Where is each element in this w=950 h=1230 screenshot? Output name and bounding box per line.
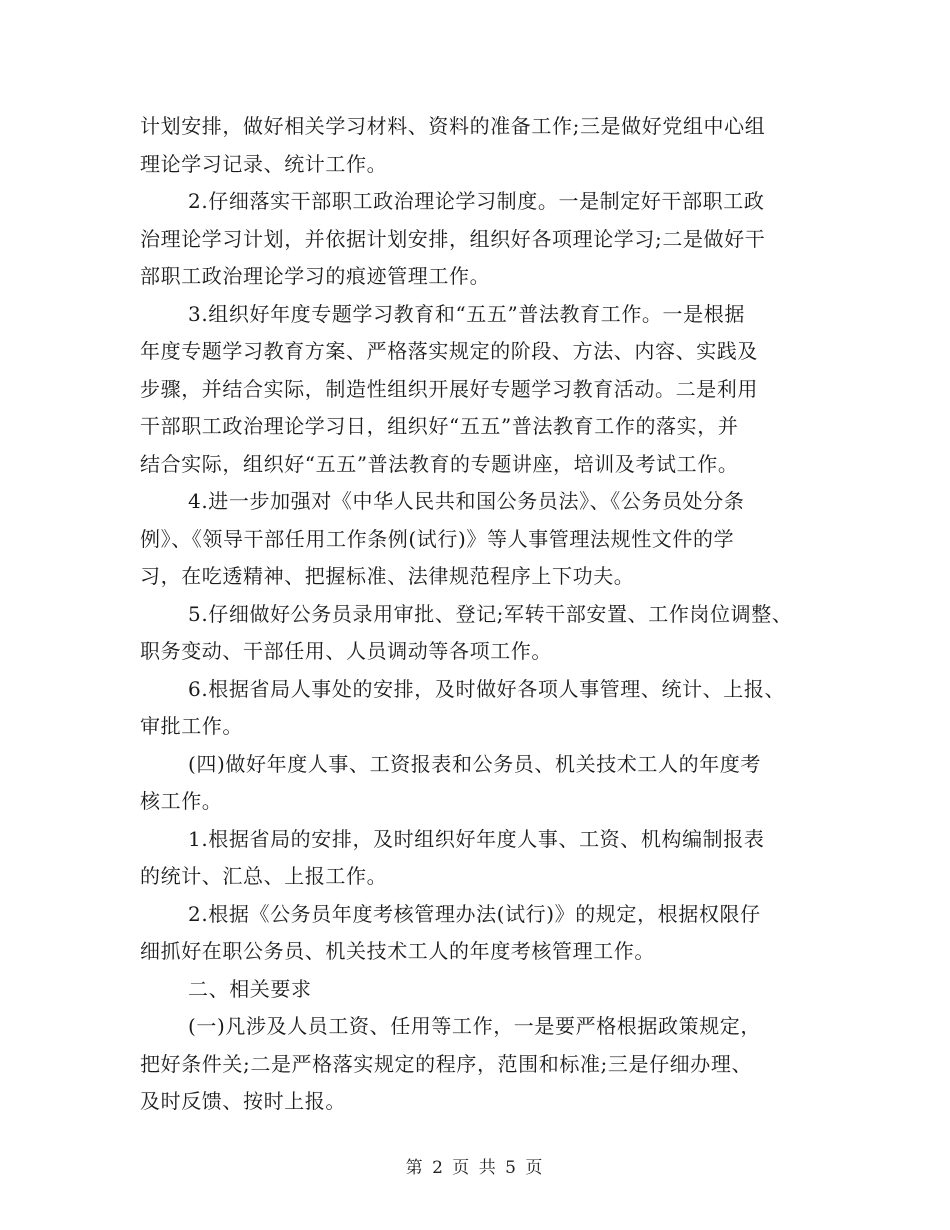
text-line: 1.根据省局的安排，及时组织好年度人事、工资、机构编制报表 (188, 826, 765, 851)
text-line: 二、相关要求 (188, 976, 312, 1001)
text-line: 审批工作。 (140, 714, 243, 738)
text-line: (四)做好年度人事、工资报表和公务员、机关技术工人的年度考 (188, 751, 762, 776)
text-line: 理论学习记录、统计工作。 (140, 151, 388, 176)
text-line: 6.根据省局人事处的安排，及时做好各项人事管理、统计、上报、 (188, 676, 786, 701)
text-line: 年度专题学习教育方案、严格落实规定的阶段、方法、内容、实践及 (140, 339, 758, 363)
text-line: 计划安排，做好相关学习材料、资料的准备工作;三是做好党组中心组 (140, 114, 766, 138)
document-body (140, 108, 820, 1121)
text-line: 治理论学习计划，并依据计划安排，组织好各项理论学习;二是做好干 (140, 226, 766, 251)
text-line: 2.根据《公务员年度考核管理办法(试行)》的规定，根据权限仔 (188, 901, 761, 926)
page-footer: 第 2 页 共 5 页 (405, 1158, 545, 1178)
text-line: 习，在吃透精神、把握标准、法律规范程序上下功夫。 (140, 564, 635, 588)
text-line: 的统计、汇总、上报工作。 (140, 864, 388, 888)
text-line: 及时反馈、按时上报。 (140, 1089, 346, 1113)
text-line: 步骤，并结合实际，制造性组织开展好专题学习教育活动。二是利用 (140, 376, 758, 401)
text-line: 3.组织好年度专题学习教育和“五五”普法教育工作。一是根据 (188, 301, 745, 326)
text-line: 细抓好在职公务员、机关技术工人的年度考核管理工作。 (140, 939, 655, 963)
text-line: (一)凡涉及人员工资、任用等工作，一是要严格根据政策规定， (188, 1014, 762, 1038)
text-line: 干部职工政治理论学习日，组织好“五五”普法教育工作的落实，并 (140, 414, 739, 438)
text-line: 核工作。 (140, 789, 223, 813)
text-line: 4.进一步加强对《中华人民共和国公务员法》、《公务员处分条 (188, 489, 745, 513)
text-line: 部职工政治理论学习的痕迹管理工作。 (140, 264, 491, 288)
text-line: 2.仔细落实干部职工政治理论学习制度。一是制定好干部职工政 (188, 189, 765, 213)
text-line: 5.仔细做好公务员录用审批、登记;军转干部安置、工作岗位调整、 (188, 601, 793, 626)
text-line: 结合实际，组织好“五五”普法教育的专题讲座，培训及考试工作。 (140, 451, 739, 476)
text-line: 例》、《领导干部任用工作条例(试行)》等人事管理法规性文件的学 (140, 526, 735, 551)
text-line: 职务变动、干部任用、人员调动等各项工作。 (140, 639, 552, 663)
text-line: 把好条件关;二是严格落实规定的程序，范围和标准;三是仔细办理、 (140, 1051, 753, 1076)
